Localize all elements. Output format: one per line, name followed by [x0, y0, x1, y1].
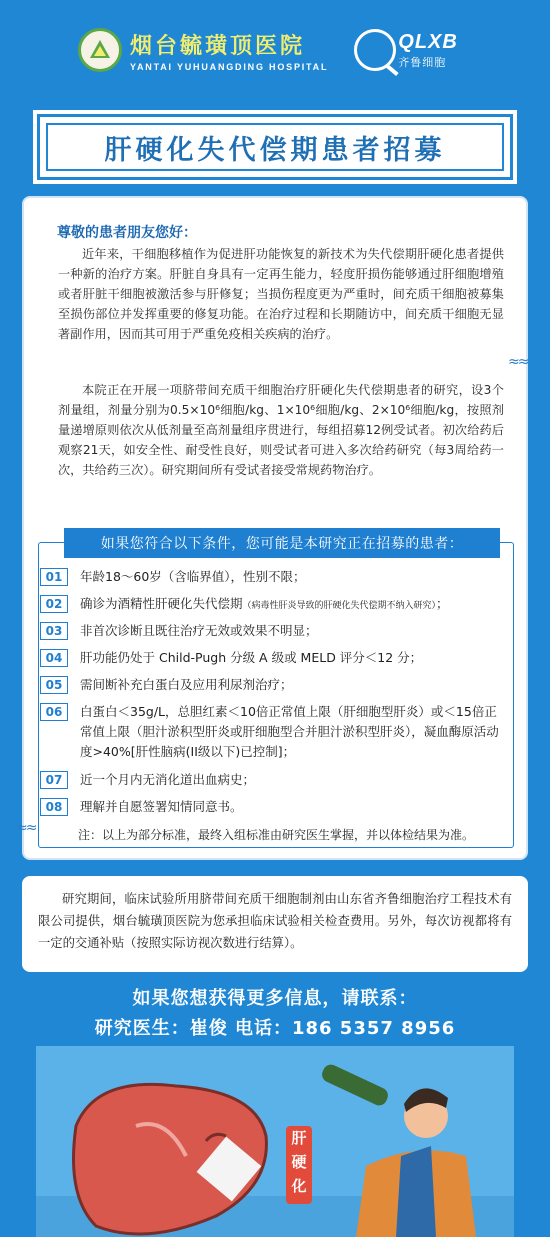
info-card — [22, 876, 528, 972]
condition-text: 需间断补充白蛋白及应用利尿剂治疗； — [80, 677, 293, 692]
contact-details: 研究医生：崔俊 电话：186 5357 8956 — [94, 1018, 456, 1039]
condition-number: 05 — [40, 676, 68, 694]
condition-text: 确诊为酒精性肝硬化失代偿期（病毒性肝炎导致的肝硬化失代偿期不纳入研究）； — [80, 596, 449, 611]
condition-number: 02 — [40, 595, 68, 613]
condition-text: 理解并自愿签署知情同意书。 — [80, 799, 243, 814]
intro-paragraph-1: 近年来，干细胞移植作为促进肝功能恢复的新技术为失代偿期肝硬化患者提供一种新的治疗方案。肝脏自身具有一定再生能力，轻度肝损伤能够通过肝细胞增殖或者肝脏干细胞被激活参与肝修复；当损伤程度更为严重时，间充质干细胞被募集至损伤部位并发挥重要的修复功能。在治疗过程和长期随访中，间充质干细胞无显著副作用，因而其可用于严重免疫相关疾病的治疗。 — [58, 247, 504, 341]
condition-item — [40, 770, 500, 790]
condition-number: 06 — [40, 703, 68, 721]
condition-number: 04 — [40, 649, 68, 667]
hospital-name-en: YANTAI YUHUANGDING HOSPITAL — [130, 61, 329, 72]
condition-item — [40, 797, 500, 817]
condition-item — [40, 594, 500, 616]
qlxb-logo-icon — [354, 29, 396, 71]
liver-label: 肝硬化 — [286, 1126, 312, 1204]
contact-heading: 如果您想获得更多信息，请联系： — [132, 988, 418, 1009]
hospital-logo-icon — [78, 28, 122, 72]
greeting: 尊敬的患者朋友您好： — [57, 225, 197, 241]
condition-text: 非首次诊断且既往治疗无效或效果不明显； — [80, 623, 318, 638]
partner-logo — [354, 29, 458, 71]
conditions-heading: 如果您符合以下条件，您可能是本研究正在招募的患者： — [64, 528, 500, 558]
hospital-name-cn: 烟台毓璜顶医院 — [130, 32, 306, 59]
condition-number: 07 — [40, 771, 68, 789]
condition-number: 03 — [40, 622, 68, 640]
condition-text: 近一个月内无消化道出血病史； — [80, 772, 256, 787]
condition-number: 01 — [40, 568, 68, 586]
wave-decoration-icon: ≈≈ — [16, 820, 36, 836]
condition-item — [40, 567, 500, 587]
hospital-names — [130, 29, 328, 72]
liver-illustration-icon — [36, 1046, 514, 1237]
condition-text: 年龄18～60岁（含临界值），性别不限； — [80, 569, 306, 584]
condition-item — [40, 702, 500, 762]
partner-name-cn: 齐鲁细胞 — [398, 55, 447, 69]
recruitment-card — [16, 196, 528, 860]
condition-item — [40, 648, 500, 668]
intro-paragraph-2: 本院正在开展一项脐带间充质干细胞治疗肝硬化失代偿期患者的研究，设3个剂量组，剂量分别为0.5×10⁶细胞/kg、1×10⁶细胞/kg、2×10⁶细胞/kg，按照剂量递增原则依次从低剂量至高剂量组序贯进行，每组招募12例受试者。初次给药后观察21天，如安全性、耐受性良好，则受试者可进入多次给药研究（每3周给药一次，共给药三次）。研究期间所有受试者接受常规药物治疗。 — [58, 383, 504, 477]
condition-item — [40, 675, 500, 695]
info-text: 研究期间，临床试验所用脐带间充质干细胞制剂由山东省齐鲁细胞治疗工程技术有限公司提供，烟台毓璜顶医院为您承担临床试验相关检查费用。另外，每次访视都将有一定的交通补贴（按照实际访视次数进行结算）。 — [38, 892, 512, 950]
conditions-note: 注：以上为部分标准，最终入组标准由研究医生掌握，并以体检结果为准。 — [78, 828, 475, 842]
wave-decoration-icon: ≈≈ — [508, 354, 528, 370]
page-title: 肝硬化失代偿期患者招募 — [104, 134, 446, 166]
header — [0, 0, 550, 100]
condition-text: 白蛋白＜35g/L，总胆红素＜10倍正常值上限（肝细胞型肝炎）或＜15倍正常值上限（胆汁淤积型肝炎或肝细胞型合并胆汁淤积型肝炎），凝血酶原活动度>40%[肝性脑病(II级以下)已控制]； — [80, 704, 499, 759]
title-banner — [37, 114, 513, 180]
condition-number: 08 — [40, 798, 68, 816]
illustration — [36, 1046, 514, 1237]
condition-text: 肝功能仍处于 Child-Pugh 分级 A 级或 MELD 评分＜12 分； — [80, 650, 423, 665]
condition-item — [40, 621, 500, 641]
partner-name-en: QLXB — [398, 30, 458, 53]
